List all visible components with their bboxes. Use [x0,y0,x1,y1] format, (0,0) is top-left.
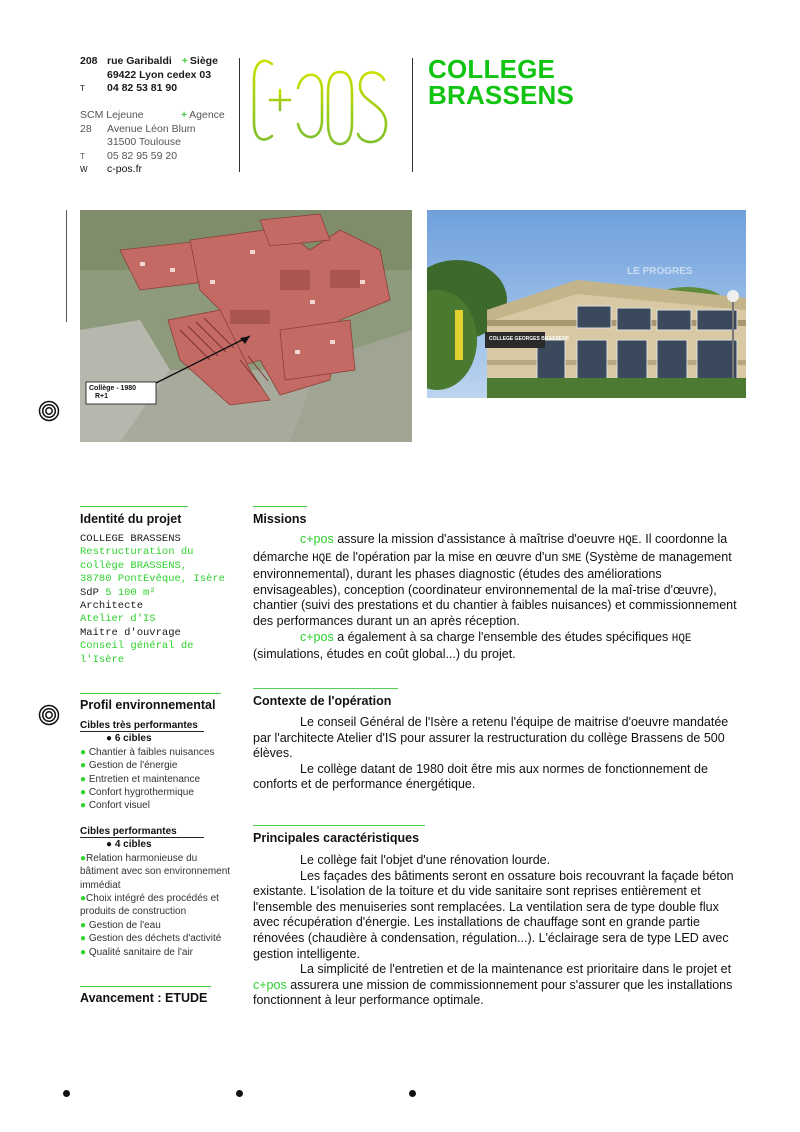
list-item: Qualité sanitaire de l'air [88,946,194,958]
footer-dot [236,1090,243,1097]
agence-company: SCM Lejeune [80,109,144,121]
list-item: Chantier à faibles nuisances [88,746,215,758]
identity-heading: Identité du projet [80,512,182,526]
group1-underline [80,731,204,732]
group1-count: ● 6 cibles [106,733,152,745]
sdp-value: 5 100 m² [105,586,156,599]
context-heading: Contexte de l'opération [253,694,392,708]
sdp-label: SdP [80,586,99,599]
siege-phone-label: T [80,84,85,93]
left-margin-line [66,210,67,322]
agence-web-label: W [80,165,88,174]
progress-rule [80,986,211,987]
header-divider-left [239,58,240,172]
profile-group1: Cibles très performantes ● 6 cibles ● Chantier à faibles nuisances ● Gestion de l'énergie ● Entretien et maintenance ● Confort hygrothermique ● Confort visuel [80,719,245,813]
group2-count: ● 4 cibles [106,839,152,851]
siege-city: 69422 Lyon cedex 03 [107,68,212,81]
photo-watermark: LE PROGRES [627,266,693,277]
identity-line2: Restructuration du [80,546,194,559]
features-rule [253,825,425,826]
group2-underline [80,837,204,838]
list-item: Gestion de l'énergie [88,760,178,772]
owner-label: Maitre d'ouvrage [80,626,181,639]
project-title-line1: COLLEGE [428,54,556,84]
agence-phone: 05 82 95 59 20 [107,149,178,162]
building-photo [427,210,746,398]
architect-label: Architecte [80,600,144,613]
siege-phone: 04 82 53 81 90 [107,82,178,94]
identity-rule [80,506,188,507]
aerial-label-line2: R+1 [95,393,109,400]
list-item: Gestion des déchets d'activité [88,933,222,945]
missions-heading: Missions [253,512,307,526]
list-item: Entretien et maintenance [88,773,201,785]
aerial-label-line1: Collège - 1980 [89,385,137,392]
profile-group2: Cibles performantes ● 4 cibles ●Relation harmonieuse du bâtiment avec son environnement immédiat ●Choix intégré des procédés et produits de construction ● Gestion de l'eau ● Gestion des déchets d'activité ● Qualité sanitaire de l'air [80,825,245,959]
building-sign: COLLEGE GEORGES BRASSENS [489,336,570,342]
agence-tag: Agence [189,109,225,121]
spiral-icon [38,704,60,726]
siege-street: rue Garibaldi [107,55,172,67]
list-item-continued: bâtiment avec son environnement [80,866,231,878]
group1-title: Cibles très performantes [80,720,198,731]
list-item: Confort visuel [88,800,150,812]
agence-number: 28 [80,122,92,135]
footer-dot [63,1090,70,1097]
cpos-logo [252,50,392,170]
context-text: Le conseil Général de l'Isère a retenu l'équipe de maitrise d'oeuvre mandatée par l'architecte Atelier d'IS pour assurer la restructuration du collège Brassens de 500 élèves. Le collège datant de 1980 doit être mis aux normes de fonctionnement de conforts et de performance énergétique. [253,715,729,792]
list-item: Relation harmonieuse du [86,852,198,864]
agence-web-link[interactable]: c-pos.fr [107,163,143,175]
context-rule [253,688,398,689]
siege-address: 208 rue Garibaldi + Siège 69422 Lyon cedex 03 T 04 82 53 81 90 [80,55,218,94]
identity-line4: 38780 PontEvêque, Isère [80,573,225,586]
spiral-icon [38,400,60,422]
list-item: Confort hygrothermique [88,787,194,799]
agence-phone-label: T [80,151,85,161]
list-item-continued: immédiat [80,879,121,891]
agence-city: 31500 Toulouse [107,136,181,148]
profile-heading: Profil environnemental [80,698,216,712]
agence-street: Avenue Léon Blum [107,122,196,135]
list-item: Choix intégré des procédés et [86,893,219,905]
architect-value: Atelier d'IS [80,613,156,626]
identity-line3: collège BRASSENS, [80,559,188,572]
progress-status: Avancement : ETUDE [80,991,208,1005]
footer-dot [409,1090,416,1097]
identity-name: COLLEGE BRASSENS [80,533,181,545]
agence-address: SCM Lejeune + Agence 28 Avenue Léon Blum 31500 Toulouse T 05 82 95 59 20 W c-pos.fr [80,109,225,175]
missions-text: c+pos assure la mission d'assistance à maîtrise d'oeuvre HQE. Il coordonne la démarche HQE de l'opération par la mise en œuvre d'un SME (Système de management environnemental), durant les phases diagnostic (études des améliorations envisageables), conception (coordinateur environnemental de la maî-trise d'œuvre), chantier (suivi des prestations et du chantier à faibles nuisances) et commissionnement des performances durant un an après réception. c+pos a également à sa charge l'ensemble des études spécifiques HQE (simulations, études en coût global...) du projet. [253,532,737,662]
group2-title: Cibles performantes [80,826,177,837]
features-text: Le collège fait l'objet d'une rénovation lourde. Les façades des bâtiments seront en ossature bois recouvrant la façade béton existante. L'isolation de la toiture et du vide sanitaire sont reprises entièrement et l'ensemble des menuiseries sont remplacées. La ventilation sera de type double flux avec récupération d'énergie. Les installations de chauffage sont en grande partie rénovées (chaudière à condensation, régulation...). L'éclairage sera de type LED avec gestion intelligente. La simplicité de l'entretien et de la maintenance est prioritaire dans le projet et c+pos assurera une mission de commissionnement pour s'assurer que les installations fonctionnent à leur performance optimale. [253,853,734,1008]
features-heading: Principales caractéristiques [253,831,420,845]
aerial-photo [80,210,412,442]
missions-rule [253,506,307,507]
list-item-continued: produits de construction [80,906,187,918]
owner-value-line2: l'Isère [80,653,125,666]
siege-number: 208 [80,55,98,67]
identity-block [80,533,245,667]
project-title-line2: BRASSENS [428,80,575,110]
siege-tag: Siège [189,55,218,67]
profile-rule [80,693,221,694]
list-item: Gestion de l'eau [88,919,161,931]
project-title [428,56,574,108]
header-divider-right [412,58,413,172]
owner-value-line1: Conseil général de [80,640,194,653]
